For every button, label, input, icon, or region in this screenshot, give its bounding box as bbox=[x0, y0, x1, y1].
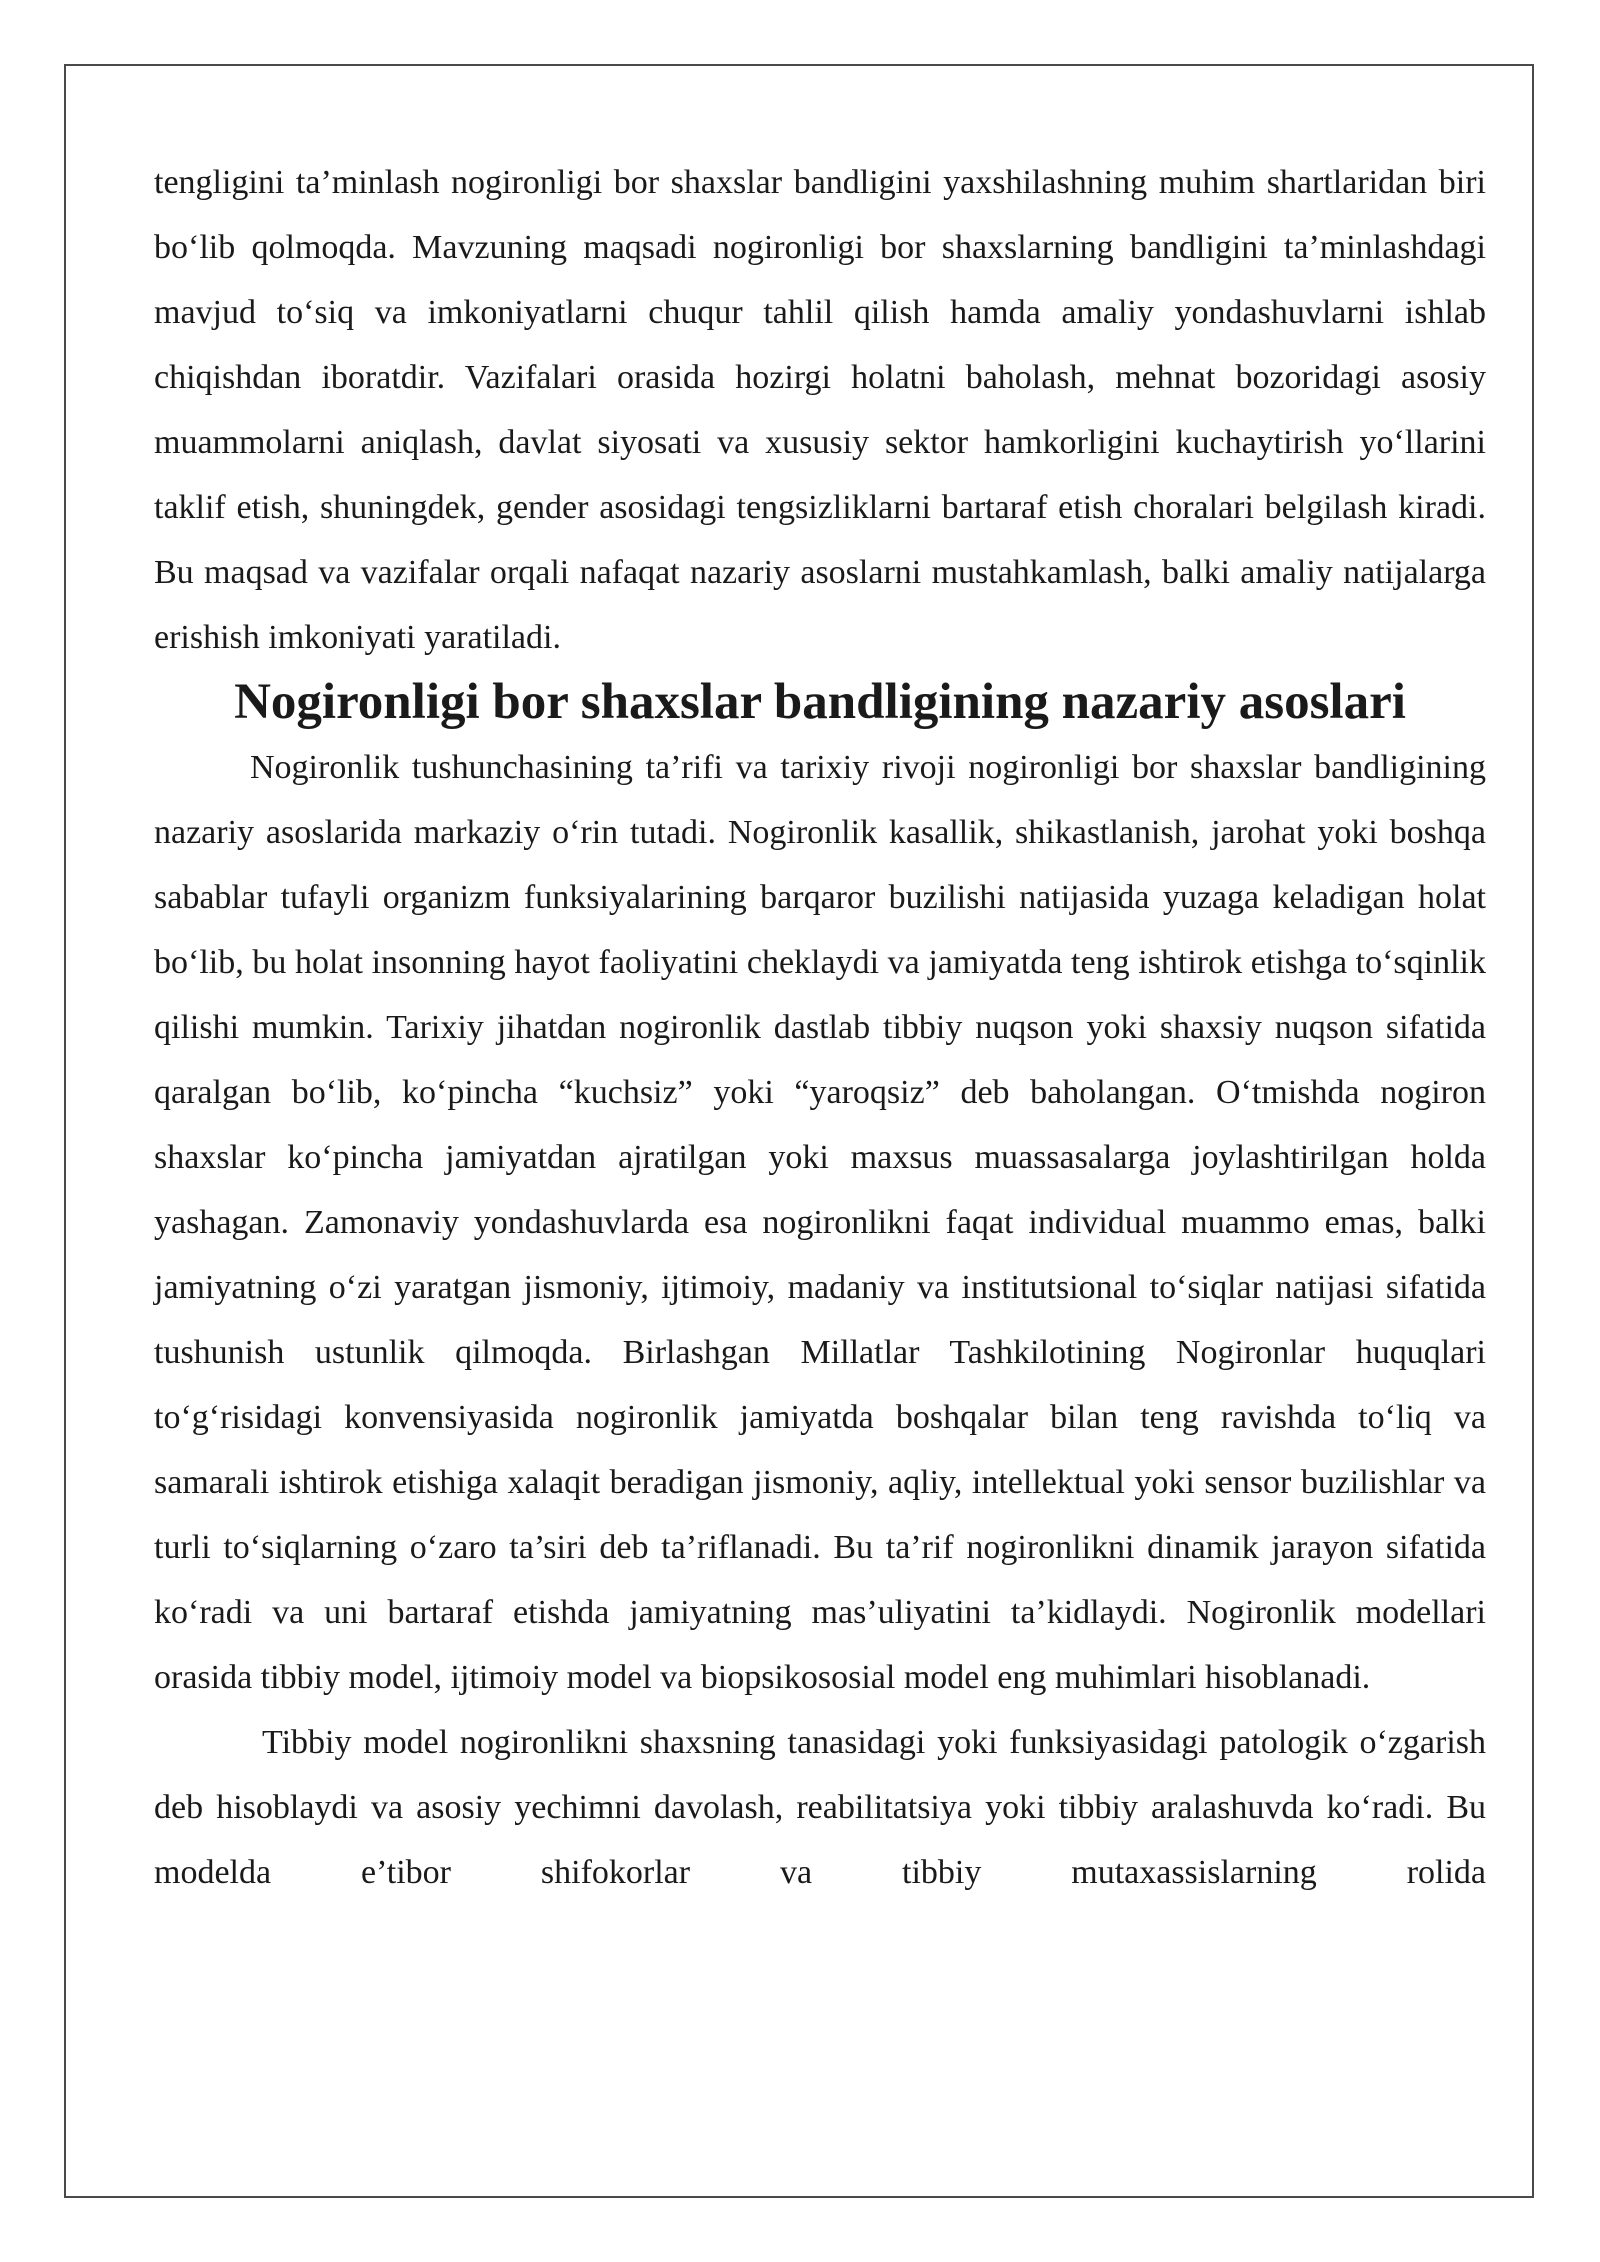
body-paragraph-intro: tengligini ta’minlash nogironligi bor shaxslar bandligini yaxshilashning muhim shartlaridan biri bo‘lib qolmoqda. Mavzuning maqsadi nogironligi bor shaxslarning bandligini ta’minlashdagi mavjud to‘siq va imkoniyatlarni chuqur tahlil qilish hamda amaliy yondashuvlarni ishlab chiqishdan iboratdir. Vazifalari orasida hozirgi holatni baholash, mehnat bozoridagi asosiy muammolarni aniqlash, davlat siyosati va xususiy sektor hamkorligini kuchaytirish yo‘llarini taklif etish, shuningdek, gender asosidagi tengsizliklarni bartaraf etish choralari belgilash kiradi. Bu maqsad va vazifalar orqali nafaqat nazariy asoslarni mustahkamlash, balki amaliy natijalarga erishish imkoniyati yaratiladi. bbox=[154, 164, 1486, 656]
document-body bbox=[154, 150, 1486, 1905]
section-heading: Nogironligi bor shaxslar bandligining nazariy asoslari bbox=[234, 674, 1406, 730]
body-paragraph-medical-model: Tibbiy model nogironlikni shaxsning tanasidagi yoki funksiyasidagi patologik o‘zgarish deb hisoblaydi va asosiy yechimni davolash, reabilitatsiya yoki tibbiy aralashuvda ko‘radi. Bu modelda e’tibor shifokorlar va tibbiy mutaxassislarning rolida bbox=[154, 1724, 1486, 1891]
body-paragraph-definition: Nogironlik tushunchasining ta’rifi va tarixiy rivoji nogironligi bor shaxslar bandligining nazariy asoslarida markaziy o‘rin tutadi. Nogironlik kasallik, shikastlanish, jarohat yoki boshqa sabablar tufayli organizm funksiyalarining barqaror buzilishi natijasida yuzaga keladigan holat bo‘lib, bu holat insonning hayot faoliyatini cheklaydi va jamiyatda teng ishtirok etishga to‘sqinlik qilishi mumkin. Tarixiy jihatdan nogironlik dastlab tibbiy nuqson yoki shaxsiy nuqson sifatida qaralgan bo‘lib, ko‘pincha “kuchsiz” yoki “yaroqsiz” deb baholangan. O‘tmishda nogiron shaxslar ko‘pincha jamiyatdan ajratilgan yoki maxsus muassasalarga joylashtirilgan holda yashagan. Zamonaviy yondashuvlarda esa nogironlikni faqat individual muammo emas, balki jamiyatning o‘zi yaratgan jismoniy, ijtimoiy, madaniy va institutsional to‘siqlar natijasi sifatida tushunish ustunlik qilmoqda. Birlashgan Millatlar Tashkilotining Nogironlar huquqlari to‘g‘risidagi konvensiyasida nogironlik jamiyatda boshqalar bilan teng ravishda to‘liq va samarali ishtirok etishiga xalaqit beradigan jismoniy, aqliy, intellektual yoki sensor buzilishlar va turli to‘siqlarning o‘zaro ta’siri deb ta’riflanadi. Bu ta’rif nogironlikni dinamik jarayon sifatida ko‘radi va uni bartaraf etishda jamiyatning mas’uliyatini ta’kidlaydi. Nogironlik modellari orasida tibbiy model, ijtimoiy model va biopsikososial model eng muhimlari hisoblanadi. bbox=[154, 749, 1486, 1696]
